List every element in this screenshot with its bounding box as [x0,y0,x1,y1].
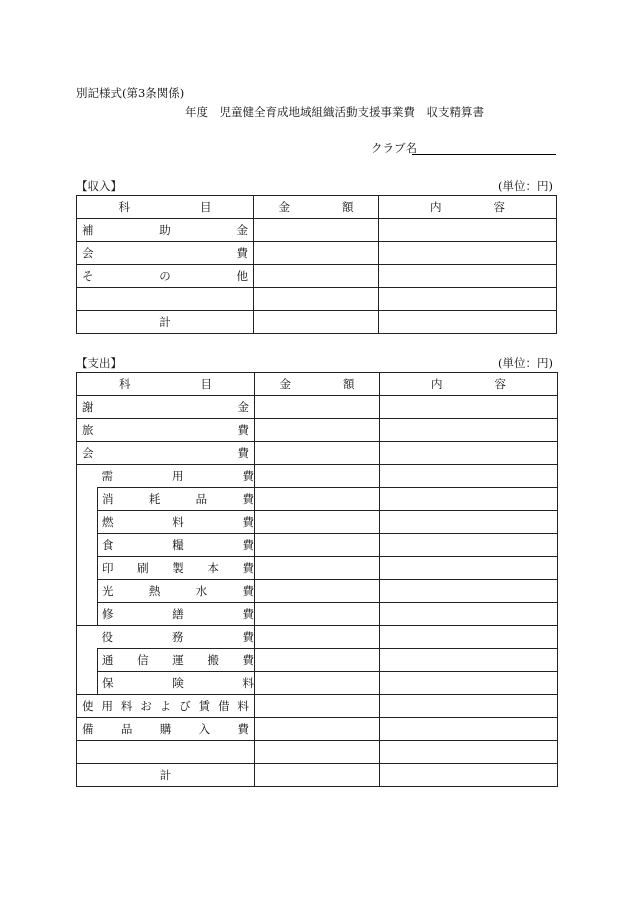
income-amount-cell[interactable] [254,242,379,265]
income-amount-cell[interactable] [254,265,379,288]
expense-amount-cell[interactable] [255,718,380,741]
expense-note-cell[interactable] [380,626,558,649]
expense-label-travel: 旅 費 [77,419,255,442]
expense-note-cell[interactable] [380,741,558,764]
expense-total-amount[interactable] [255,764,380,787]
group-gutter [77,534,98,557]
income-total-amount[interactable] [254,311,379,334]
income-amount-cell[interactable] [254,288,379,311]
income-note-cell[interactable] [379,219,557,242]
expense-note-cell[interactable] [380,511,558,534]
expense-note-cell[interactable] [380,557,558,580]
income-label-blank[interactable] [77,288,254,311]
document-title: 年度 児童健全育成地域組織活動支援事業費 収支精算書 [185,105,484,119]
expense-row-blank [77,741,558,764]
group-gutter [77,465,98,488]
income-col-subject: 科 目 [77,196,254,219]
expense-amount-cell[interactable] [255,695,380,718]
expense-section-label: 【支出】 [76,356,122,370]
expense-row-total [77,764,558,787]
expense-row-food [77,534,558,557]
club-name-field[interactable] [412,154,556,155]
group-gutter [77,672,98,695]
expense-amount-cell[interactable] [255,557,380,580]
expense-amount-cell[interactable] [255,649,380,672]
group-gutter [77,626,98,649]
group-gutter [77,603,98,626]
expense-label-honorarium: 謝 金 [77,396,255,419]
expense-note-cell[interactable] [380,695,558,718]
income-col-amount: 金 額 [254,196,379,219]
expense-col-subject: 科 目 [77,373,255,396]
expense-note-cell[interactable] [380,534,558,557]
expense-row-repair [77,603,558,626]
expense-amount-cell[interactable] [255,534,380,557]
expense-amount-cell[interactable] [255,419,380,442]
income-total-note[interactable] [379,311,557,334]
income-label-fees: 会 費 [77,242,254,265]
expense-total-label: 計 [77,764,255,787]
expense-label-communication: 通 信 運 搬 費 [98,649,255,672]
expense-row-service [77,626,558,649]
expense-note-cell[interactable] [380,465,558,488]
expense-amount-cell[interactable] [255,741,380,764]
group-gutter [77,511,98,534]
expense-note-cell[interactable] [380,580,558,603]
income-row-blank [77,288,557,311]
expense-header-row [77,373,558,396]
expense-row-demand [77,465,558,488]
income-row-fees [77,242,557,265]
expense-row-fuel [77,511,558,534]
expense-label-consumables: 消 耗 品 費 [98,488,255,511]
expense-label-service: 役 務 費 [98,626,255,649]
expense-amount-cell[interactable] [255,580,380,603]
expense-amount-cell[interactable] [255,442,380,465]
expense-note-cell[interactable] [380,419,558,442]
expense-note-cell[interactable] [380,396,558,419]
expense-amount-cell[interactable] [255,603,380,626]
expense-label-insurance: 保 険 料 [98,672,255,695]
income-amount-cell[interactable] [254,219,379,242]
income-col-note: 内 容 [379,196,557,219]
expense-label-equipment: 備 品 購 入 費 [77,718,255,741]
expense-note-cell[interactable] [380,718,558,741]
income-section-label: 【収入】 [76,179,122,193]
income-row-other [77,265,557,288]
expense-amount-cell[interactable] [255,672,380,695]
expense-label-fuel: 燃 料 費 [98,511,255,534]
expense-note-cell[interactable] [380,672,558,695]
expense-col-note: 内 容 [380,373,558,396]
income-row-subsidy [77,219,557,242]
expense-label-meeting: 会 費 [77,442,255,465]
expense-row-utilities [77,580,558,603]
expense-row-insurance [77,672,558,695]
income-note-cell[interactable] [379,288,557,311]
group-gutter [77,649,98,672]
expense-amount-cell[interactable] [255,511,380,534]
expense-row-honorarium [77,396,558,419]
expense-row-meeting [77,442,558,465]
income-table [76,195,557,334]
expense-row-rental [77,695,558,718]
expense-label-utilities: 光 熱 水 費 [98,580,255,603]
expense-unit-label: (単位：円) [498,356,553,370]
income-note-cell[interactable] [379,265,557,288]
income-label-other: そ の 他 [77,265,254,288]
expense-amount-cell[interactable] [255,396,380,419]
expense-label-demand: 需 用 費 [98,465,255,488]
expense-col-amount: 金 額 [255,373,380,396]
expense-label-blank[interactable] [77,741,255,764]
expense-row-equipment [77,718,558,741]
expense-label-rental: 使 用 料 お よ び 賃 借 料 [77,695,255,718]
income-note-cell[interactable] [379,242,557,265]
expense-row-printing [77,557,558,580]
expense-label-food: 食 糧 費 [98,534,255,557]
expense-label-printing: 印 刷 製 本 費 [98,557,255,580]
group-gutter [77,557,98,580]
expense-note-cell[interactable] [380,442,558,465]
income-row-total [77,311,557,334]
expense-total-note[interactable] [380,764,558,787]
income-total-label: 計 [77,311,254,334]
expense-row-travel [77,419,558,442]
expense-note-cell[interactable] [380,649,558,672]
expense-note-cell[interactable] [380,488,558,511]
expense-row-consumables [77,488,558,511]
group-gutter [77,488,98,511]
expense-label-repair: 修 繕 費 [98,603,255,626]
group-gutter [77,580,98,603]
income-header-row [77,196,557,219]
expense-table [76,372,558,787]
expense-amount-cell[interactable] [255,626,380,649]
expense-note-cell[interactable] [380,603,558,626]
expense-amount-cell[interactable] [255,465,380,488]
expense-row-communication [77,649,558,672]
income-label-subsidy: 補 助 金 [77,219,254,242]
income-unit-label: (単位：円) [498,179,553,193]
club-name-label: クラブ名 [371,141,417,155]
form-reference: 別記様式(第3条関係) [76,86,185,100]
expense-amount-cell[interactable] [255,488,380,511]
